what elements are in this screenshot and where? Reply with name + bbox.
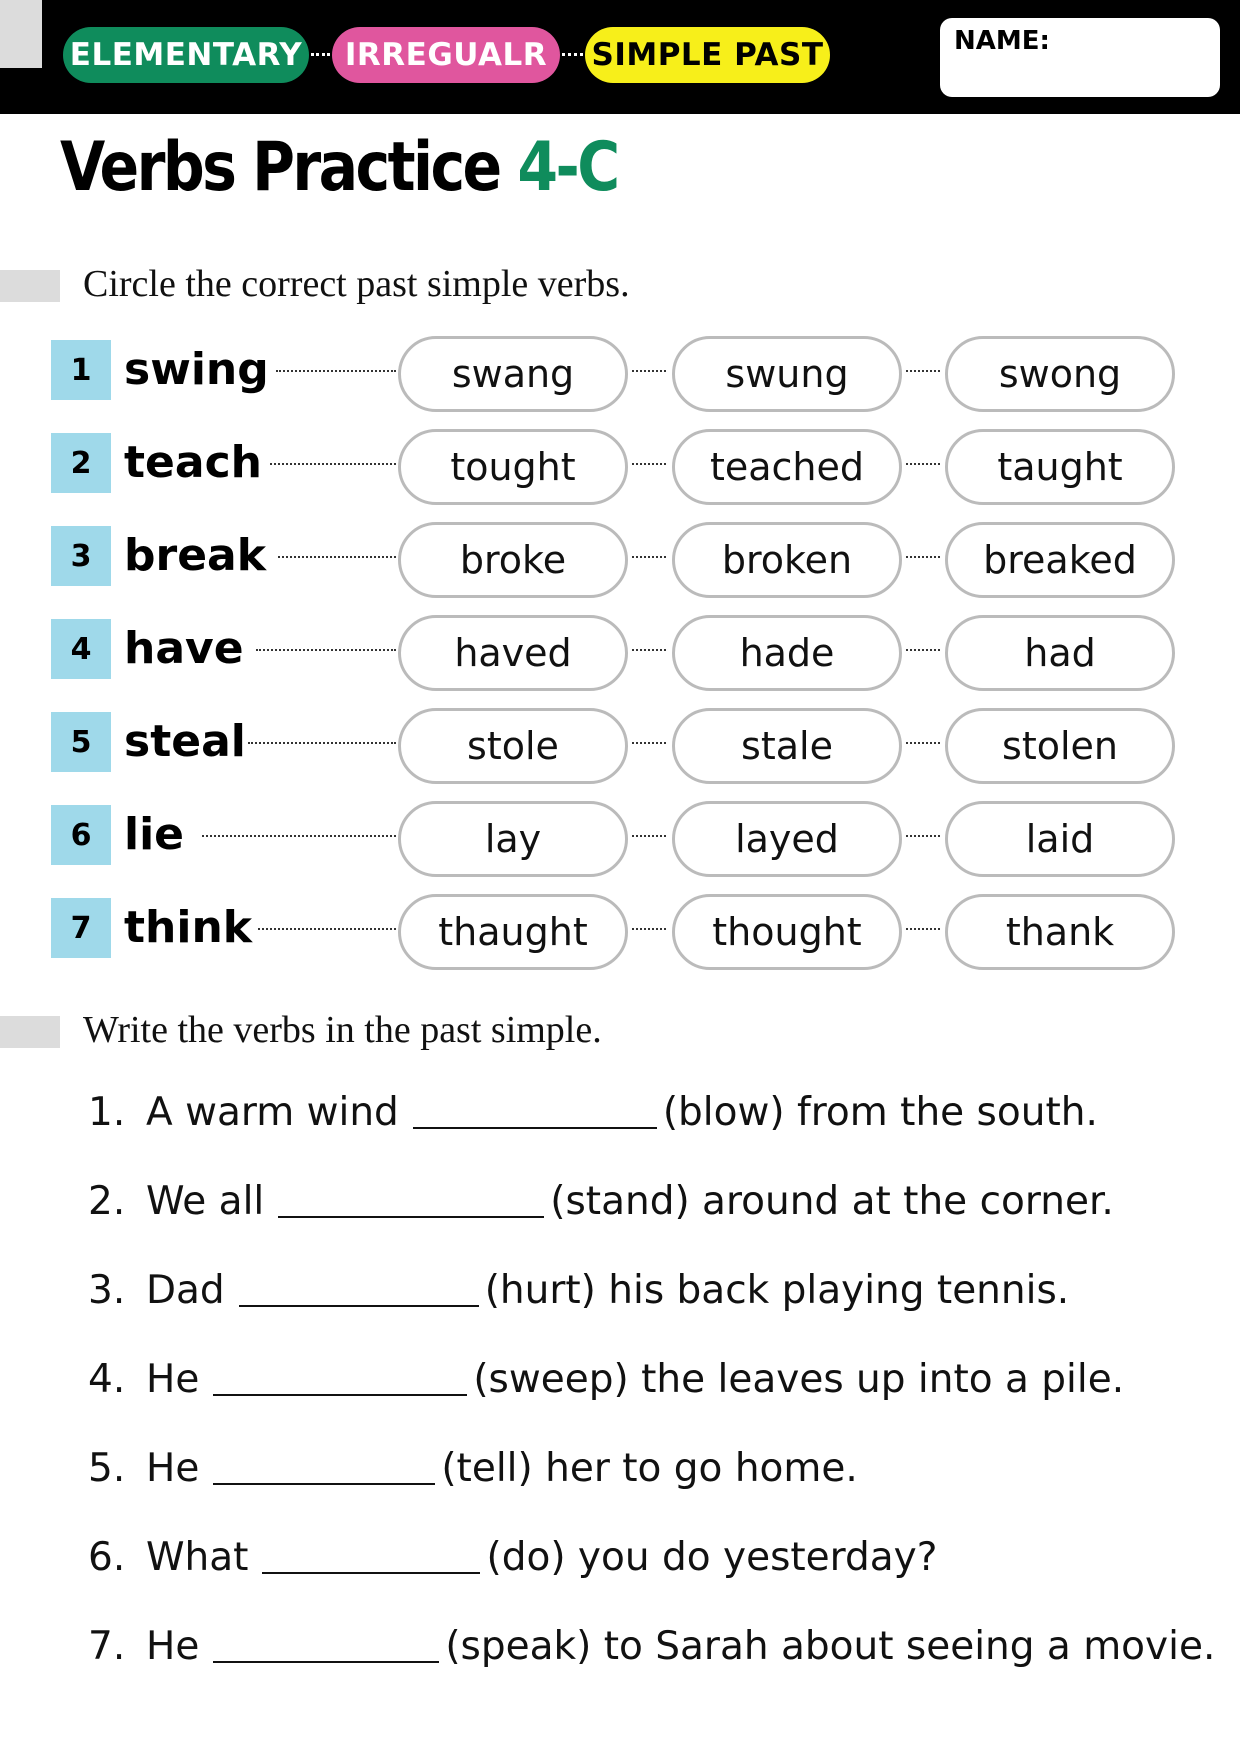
leader-dots [906, 835, 940, 837]
item-number: 5 [51, 712, 111, 772]
sentence-number: 7. [88, 1624, 126, 1669]
leader-dots [632, 556, 666, 558]
sentence-start: We all [146, 1179, 265, 1224]
answer-blank[interactable] [213, 1354, 467, 1396]
leader-dots [202, 835, 396, 837]
sentence-end: (blow) from the south. [662, 1090, 1098, 1135]
sentence-number: 2. [88, 1179, 126, 1224]
leader-dots [632, 742, 666, 744]
sentence [88, 1164, 1114, 1224]
sentence-number: 1. [88, 1090, 126, 1135]
sentence [88, 1431, 858, 1491]
option-1[interactable]: broke [398, 522, 628, 598]
base-verb: steal [124, 716, 246, 767]
leader-dots [270, 463, 396, 465]
sentence-number: 4. [88, 1357, 126, 1402]
option-2[interactable]: stale [672, 708, 902, 784]
base-verb: teach [124, 437, 262, 488]
verb-row [0, 526, 1240, 606]
sentence [88, 1609, 1215, 1669]
option-2[interactable]: broken [672, 522, 902, 598]
leader-dots [258, 928, 396, 930]
leader-dots [906, 649, 940, 651]
leader-dots [906, 742, 940, 744]
sentence-number: 6. [88, 1535, 126, 1580]
option-1[interactable]: stole [398, 708, 628, 784]
name-field[interactable] [940, 18, 1220, 97]
leader-dots [276, 370, 396, 372]
leader-dots [906, 928, 940, 930]
sentence [88, 1075, 1098, 1135]
name-label: NAME: [954, 26, 1050, 56]
header-bar [0, 0, 1240, 114]
item-number: 2 [51, 433, 111, 493]
sentence-number: 5. [88, 1446, 126, 1491]
option-2[interactable]: swung [672, 336, 902, 412]
item-number: 6 [51, 805, 111, 865]
sentence-start: A warm wind [146, 1090, 399, 1135]
verb-row [0, 619, 1240, 699]
sentence [88, 1520, 937, 1580]
option-3[interactable]: taught [945, 429, 1175, 505]
item-number: 4 [51, 619, 111, 679]
option-3[interactable]: breaked [945, 522, 1175, 598]
leader-dots [632, 649, 666, 651]
leader-dots [256, 649, 396, 651]
answer-blank[interactable] [278, 1176, 544, 1218]
leader-dots [632, 928, 666, 930]
page-title [60, 128, 618, 207]
base-verb: break [124, 530, 266, 581]
title-main: Verbs Practice [60, 128, 500, 207]
answer-blank[interactable] [213, 1443, 435, 1485]
sentence-start: He [146, 1624, 200, 1669]
option-2[interactable]: layed [672, 801, 902, 877]
base-verb: have [124, 623, 244, 674]
verb-row [0, 898, 1240, 978]
answer-blank[interactable] [262, 1532, 480, 1574]
leader-dots [632, 463, 666, 465]
sentence-end: (speak) to Sarah about seeing a movie. [445, 1624, 1216, 1669]
verb-row [0, 805, 1240, 885]
option-1[interactable]: haved [398, 615, 628, 691]
topic-tag: SIMPLE PAST [585, 27, 830, 83]
option-3[interactable]: laid [945, 801, 1175, 877]
leader-dots [278, 556, 396, 558]
option-3[interactable]: stolen [945, 708, 1175, 784]
leader-dots [632, 835, 666, 837]
option-2[interactable]: thought [672, 894, 902, 970]
sentence-start: He [146, 1446, 200, 1491]
sentence-start: He [146, 1357, 200, 1402]
category-tag: IRREGUALR [332, 27, 560, 83]
corner-block [0, 0, 42, 68]
option-3[interactable]: thank [945, 894, 1175, 970]
base-verb: lie [124, 809, 185, 860]
sentence [88, 1342, 1124, 1402]
verb-row [0, 433, 1240, 513]
base-verb: think [124, 902, 253, 953]
section-marker [0, 1016, 60, 1048]
tag-connector [311, 53, 330, 56]
verb-row [0, 712, 1240, 792]
title-code: 4-C [517, 128, 618, 207]
sentence-start: What [146, 1535, 249, 1580]
sentence-start: Dad [146, 1268, 225, 1313]
leader-dots [906, 463, 940, 465]
exercise2-instruction: Write the verbs in the past simple. [83, 1009, 602, 1051]
option-2[interactable]: teached [672, 429, 902, 505]
leader-dots [906, 556, 940, 558]
answer-blank[interactable] [213, 1621, 439, 1663]
option-3[interactable]: swong [945, 336, 1175, 412]
sentence-end: (hurt) his back playing tennis. [484, 1268, 1070, 1313]
sentence-end: (do) you do yesterday? [486, 1535, 938, 1580]
sentence-number: 3. [88, 1268, 126, 1313]
leader-dots [632, 370, 666, 372]
option-1[interactable]: tought [398, 429, 628, 505]
base-verb: swing [124, 344, 269, 395]
sentence-end: (tell) her to go home. [441, 1446, 858, 1491]
level-tag: ELEMENTARY [63, 27, 309, 83]
leader-dots [906, 370, 940, 372]
answer-blank[interactable] [239, 1265, 479, 1307]
item-number: 3 [51, 526, 111, 586]
item-number: 7 [51, 898, 111, 958]
option-1[interactable]: swang [398, 336, 628, 412]
sentence [88, 1253, 1069, 1313]
sentence-end: (sweep) the leaves up into a pile. [473, 1357, 1125, 1402]
item-number: 1 [51, 340, 111, 400]
option-1[interactable]: lay [398, 801, 628, 877]
leader-dots [248, 742, 396, 744]
option-1[interactable]: thaught [398, 894, 628, 970]
section-marker [0, 270, 60, 302]
exercise1-instruction: Circle the correct past simple verbs. [83, 263, 630, 305]
answer-blank[interactable] [413, 1087, 657, 1129]
verb-row [0, 340, 1240, 420]
option-2[interactable]: hade [672, 615, 902, 691]
option-3[interactable]: had [945, 615, 1175, 691]
tag-connector [562, 53, 583, 56]
sentence-end: (stand) around at the corner. [550, 1179, 1114, 1224]
